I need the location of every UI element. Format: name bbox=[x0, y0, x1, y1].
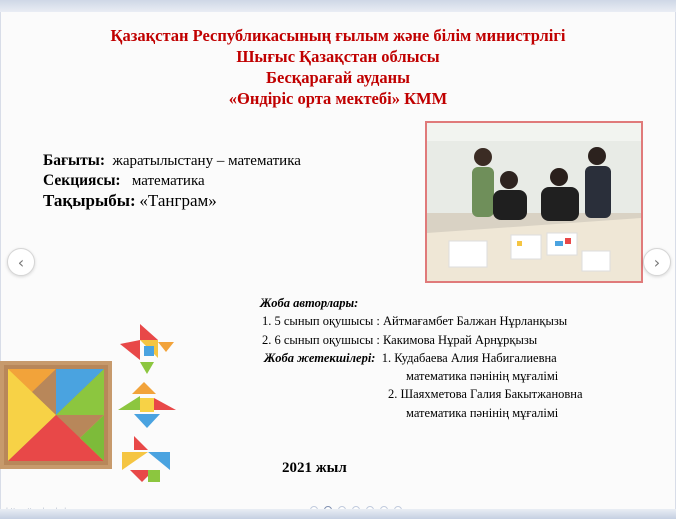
direction-label: Бағыты: bbox=[43, 152, 106, 169]
prev-slide-button[interactable] bbox=[7, 248, 35, 276]
section-value: математика bbox=[131, 173, 205, 189]
top-strip bbox=[0, 0, 676, 12]
topic-label: Тақырыбы: bbox=[43, 191, 136, 210]
team-photo-image bbox=[427, 123, 641, 281]
slide-header bbox=[0, 25, 676, 109]
supervisor-2-name: 2. Шаяхметова Галия Бакытжановна bbox=[388, 387, 583, 402]
supervisor-1-row bbox=[258, 349, 583, 367]
topic-value: «Танграм» bbox=[139, 191, 217, 210]
supervisor-2-role: математика пәнінің мұғалімі bbox=[406, 405, 559, 420]
supervisors-label: Жоба жетекшілері: bbox=[264, 350, 376, 365]
header-district: Бесқарағай ауданы bbox=[266, 68, 410, 87]
year-label: 2021 жыл bbox=[282, 460, 347, 476]
author-1: 1. 5 сынып оқушысы : Айтмағамбет Балжан Нұрланқызы bbox=[262, 314, 568, 329]
tangram-figures-image bbox=[110, 318, 190, 498]
section-label: Секциясы: bbox=[43, 172, 121, 189]
header-school: «Өндіріс орта мектебі» КММ bbox=[228, 89, 448, 108]
next-slide-button[interactable] bbox=[643, 248, 671, 276]
tangram-square-image bbox=[0, 361, 112, 469]
direction-row bbox=[43, 151, 301, 171]
header-region: Шығыс Қазақстан облысы bbox=[236, 47, 440, 66]
direction-value: жаратылыстану – математика bbox=[112, 153, 301, 169]
chevron-right-icon: › bbox=[653, 252, 661, 272]
chevron-left-icon: ‹ bbox=[17, 252, 25, 272]
team-photo bbox=[425, 121, 643, 283]
section-row bbox=[43, 171, 301, 191]
project-meta bbox=[43, 151, 301, 212]
supervisor-1-role: математика пәнінің мұғалімі bbox=[406, 369, 559, 384]
author-2: 2. 6 сынып оқушысы : Какимова Нұрай Арнұрқызы bbox=[262, 332, 538, 347]
authors-heading: Жоба авторлары: bbox=[260, 296, 359, 310]
bottom-strip bbox=[0, 509, 676, 519]
supervisor-1-name: 1. Кудабаева Алия Набигалиевна bbox=[381, 350, 557, 365]
header-ministry: Қазақстан Республикасының ғылым және білім министрлігі bbox=[110, 26, 566, 45]
authors-block bbox=[258, 294, 583, 422]
topic-row bbox=[43, 191, 301, 212]
